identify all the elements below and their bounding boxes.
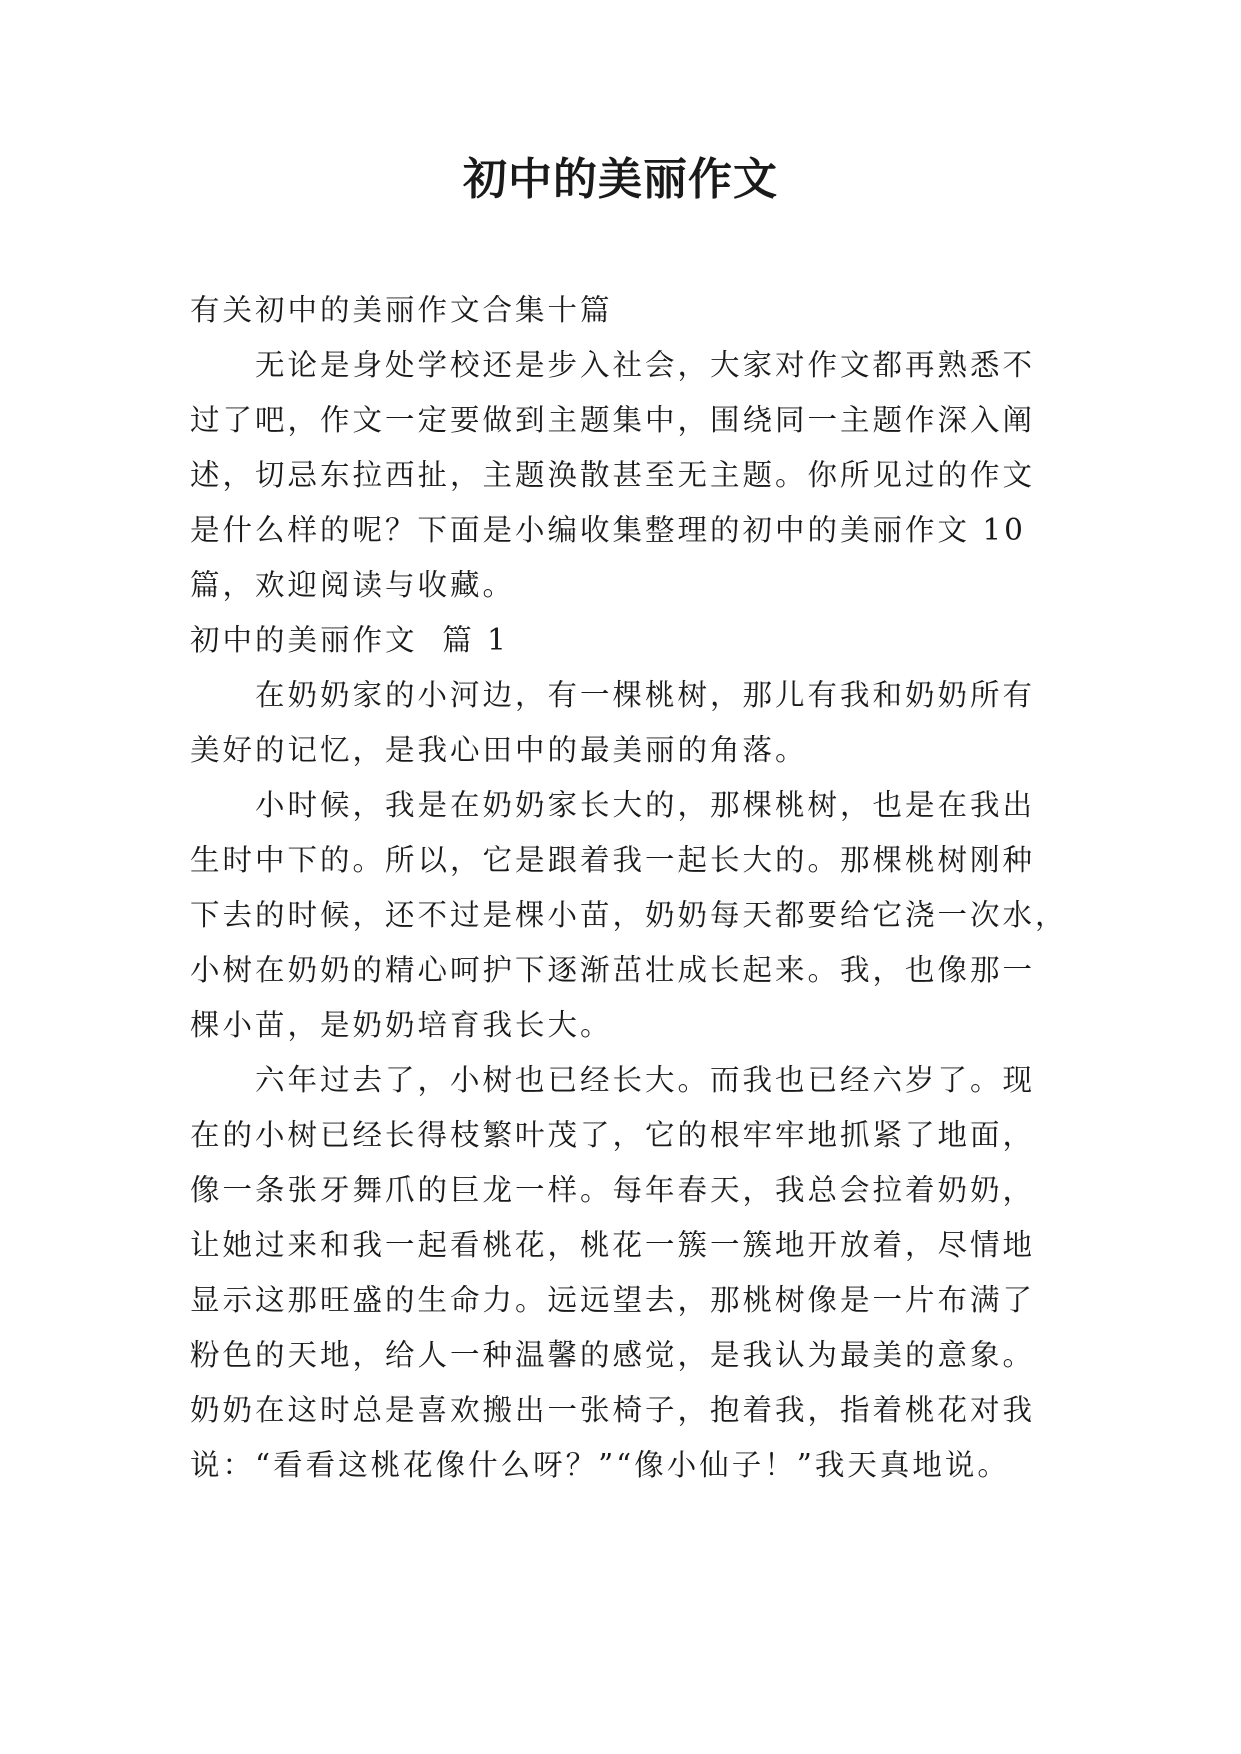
text-line: 生时中下的。所以，它是跟着我一起长大的。那棵桃树刚种	[190, 843, 1036, 877]
text-line: 小时候，我是在奶奶家长大的，那棵桃树，也是在我出	[190, 788, 1036, 822]
text-line: 显示这那旺盛的生命力。远远望去，那桃树像是一片布满了	[190, 1283, 1036, 1317]
text-line: 述，切忌东拉西扯，主题涣散甚至无主题。你所见过的作文	[190, 458, 1036, 492]
text-line: 是什么样的呢？下面是小编收集整理的初中的美丽作文 10	[190, 513, 1026, 547]
text-line: 过了吧，作文一定要做到主题集中，围绕同一主题作深入阐	[190, 403, 1036, 437]
text-line: 无论是身处学校还是步入社会，大家对作文都再熟悉不	[190, 348, 1036, 382]
text-line: 棵小苗，是奶奶培育我长大。	[190, 1008, 613, 1042]
text-line: 奶奶在这时总是喜欢搬出一张椅子，抱着我，指着桃花对我	[190, 1393, 1036, 1427]
text-line: 下去的时候，还不过是棵小苗，奶奶每天都要给它浇一次水，	[190, 898, 1068, 932]
text-line: 美好的记忆，是我心田中的最美丽的角落。	[190, 733, 808, 767]
document-subtitle: 有关初中的美丽作文合集十篇	[190, 293, 613, 327]
text-line: 让她过来和我一起看桃花，桃花一簇一簇地开放着，尽情地	[190, 1228, 1036, 1262]
section-heading: 初中的美丽作文 篇 1	[190, 623, 509, 657]
document-title: 初中的美丽作文	[463, 154, 778, 205]
text-line: 在奶奶家的小河边，有一棵桃树，那儿有我和奶奶所有	[190, 678, 1036, 712]
text-line: 说：“看看这桃花像什么呀？”“像小仙子！”我天真地说。	[190, 1448, 1010, 1482]
section-body	[190, 668, 1070, 1493]
intro-paragraph	[190, 338, 1070, 613]
text-line: 像一条张牙舞爪的巨龙一样。每年春天，我总会拉着奶奶，	[190, 1173, 1036, 1207]
document-body	[190, 283, 1070, 1493]
text-line: 在的小树已经长得枝繁叶茂了，它的根牢牢地抓紧了地面，	[190, 1118, 1036, 1152]
text-line: 六年过去了，小树也已经长大。而我也已经六岁了。现	[190, 1063, 1036, 1097]
text-line: 小树在奶奶的精心呵护下逐渐茁壮成长起来。我，也像那一	[190, 953, 1036, 987]
text-line: 粉色的天地，给人一种温馨的感觉，是我认为最美的意象。	[190, 1338, 1036, 1372]
text-line: 篇，欢迎阅读与收藏。	[190, 568, 516, 602]
